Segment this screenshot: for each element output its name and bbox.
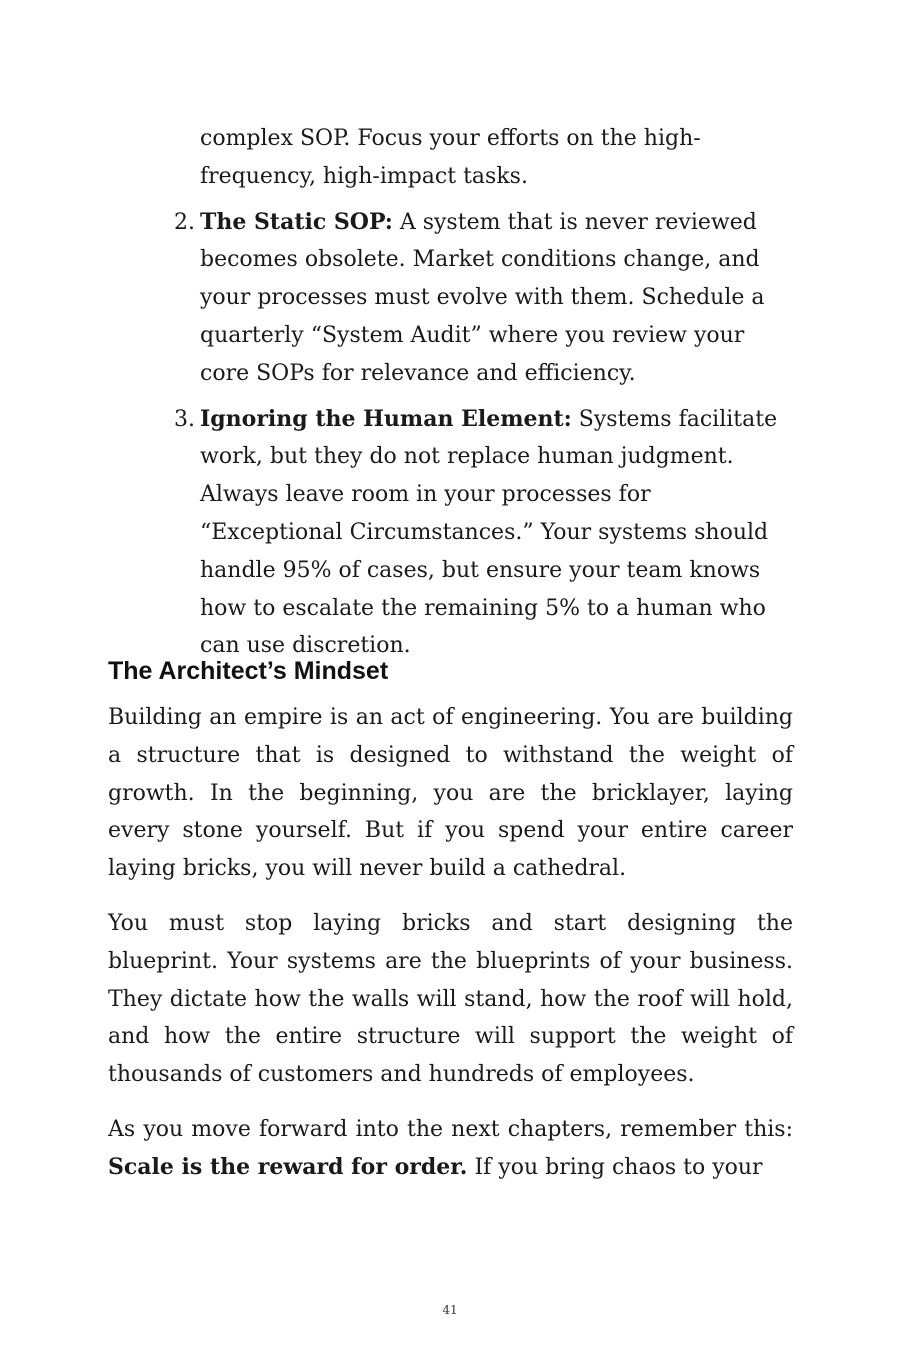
page-number: 41 bbox=[442, 1303, 458, 1317]
list-item-continuation: complex SOP. Focus your efforts on the high-frequency, high-impact tasks. bbox=[200, 126, 701, 189]
list-item-text: A system that is never reviewed becomes obsolete. Market conditions change, and your processes must evolve with them. Schedule a quarterly “System Audit” where you review your core SOPs for relevance and efficiency. bbox=[200, 209, 765, 386]
list-item-number: 3. bbox=[174, 406, 195, 432]
paragraph: Building an empire is an act of engineering. You are building a structure that is designed to withstand the weight of growth. In the beginning, you are the bricklayer, laying every stone yourself. But if you spend your entire career laying bricks, you will never build a cathedral. bbox=[108, 705, 793, 882]
emphasis-text: Scale is the reward for order. bbox=[108, 1153, 468, 1180]
list-item-text: Systems facilitate work, but they do not replace human judgment. Always leave room in your processes for “Exceptional Circumstances.” Your systems should handle 95% of cases, but ensure your team knows how to escalate the remaining 5% to a human who can use discretion. bbox=[200, 406, 778, 659]
list-item-number: 2. bbox=[174, 209, 195, 235]
list-item bbox=[174, 204, 800, 393]
paragraph-tail: If you bring chaos to your bbox=[467, 1154, 763, 1180]
section-heading: The Architect’s Mindset bbox=[108, 657, 389, 685]
paragraph-lead: As you move forward into the next chapters, remember this: bbox=[108, 1117, 793, 1142]
list-item bbox=[174, 401, 800, 666]
paragraph: You must stop laying bricks and start designing the blueprint. Your systems are the blueprints of your business. They dictate how the walls will stand, how the roof will hold, and how the entire structure will support the weight of thousands of customers and hundreds of employees. bbox=[108, 911, 793, 1088]
list-item-title: Ignoring the Human Element: bbox=[200, 405, 572, 432]
mistakes-list bbox=[174, 120, 800, 665]
list-item-title: The Static SOP: bbox=[200, 208, 393, 235]
paragraph bbox=[108, 1111, 793, 1187]
